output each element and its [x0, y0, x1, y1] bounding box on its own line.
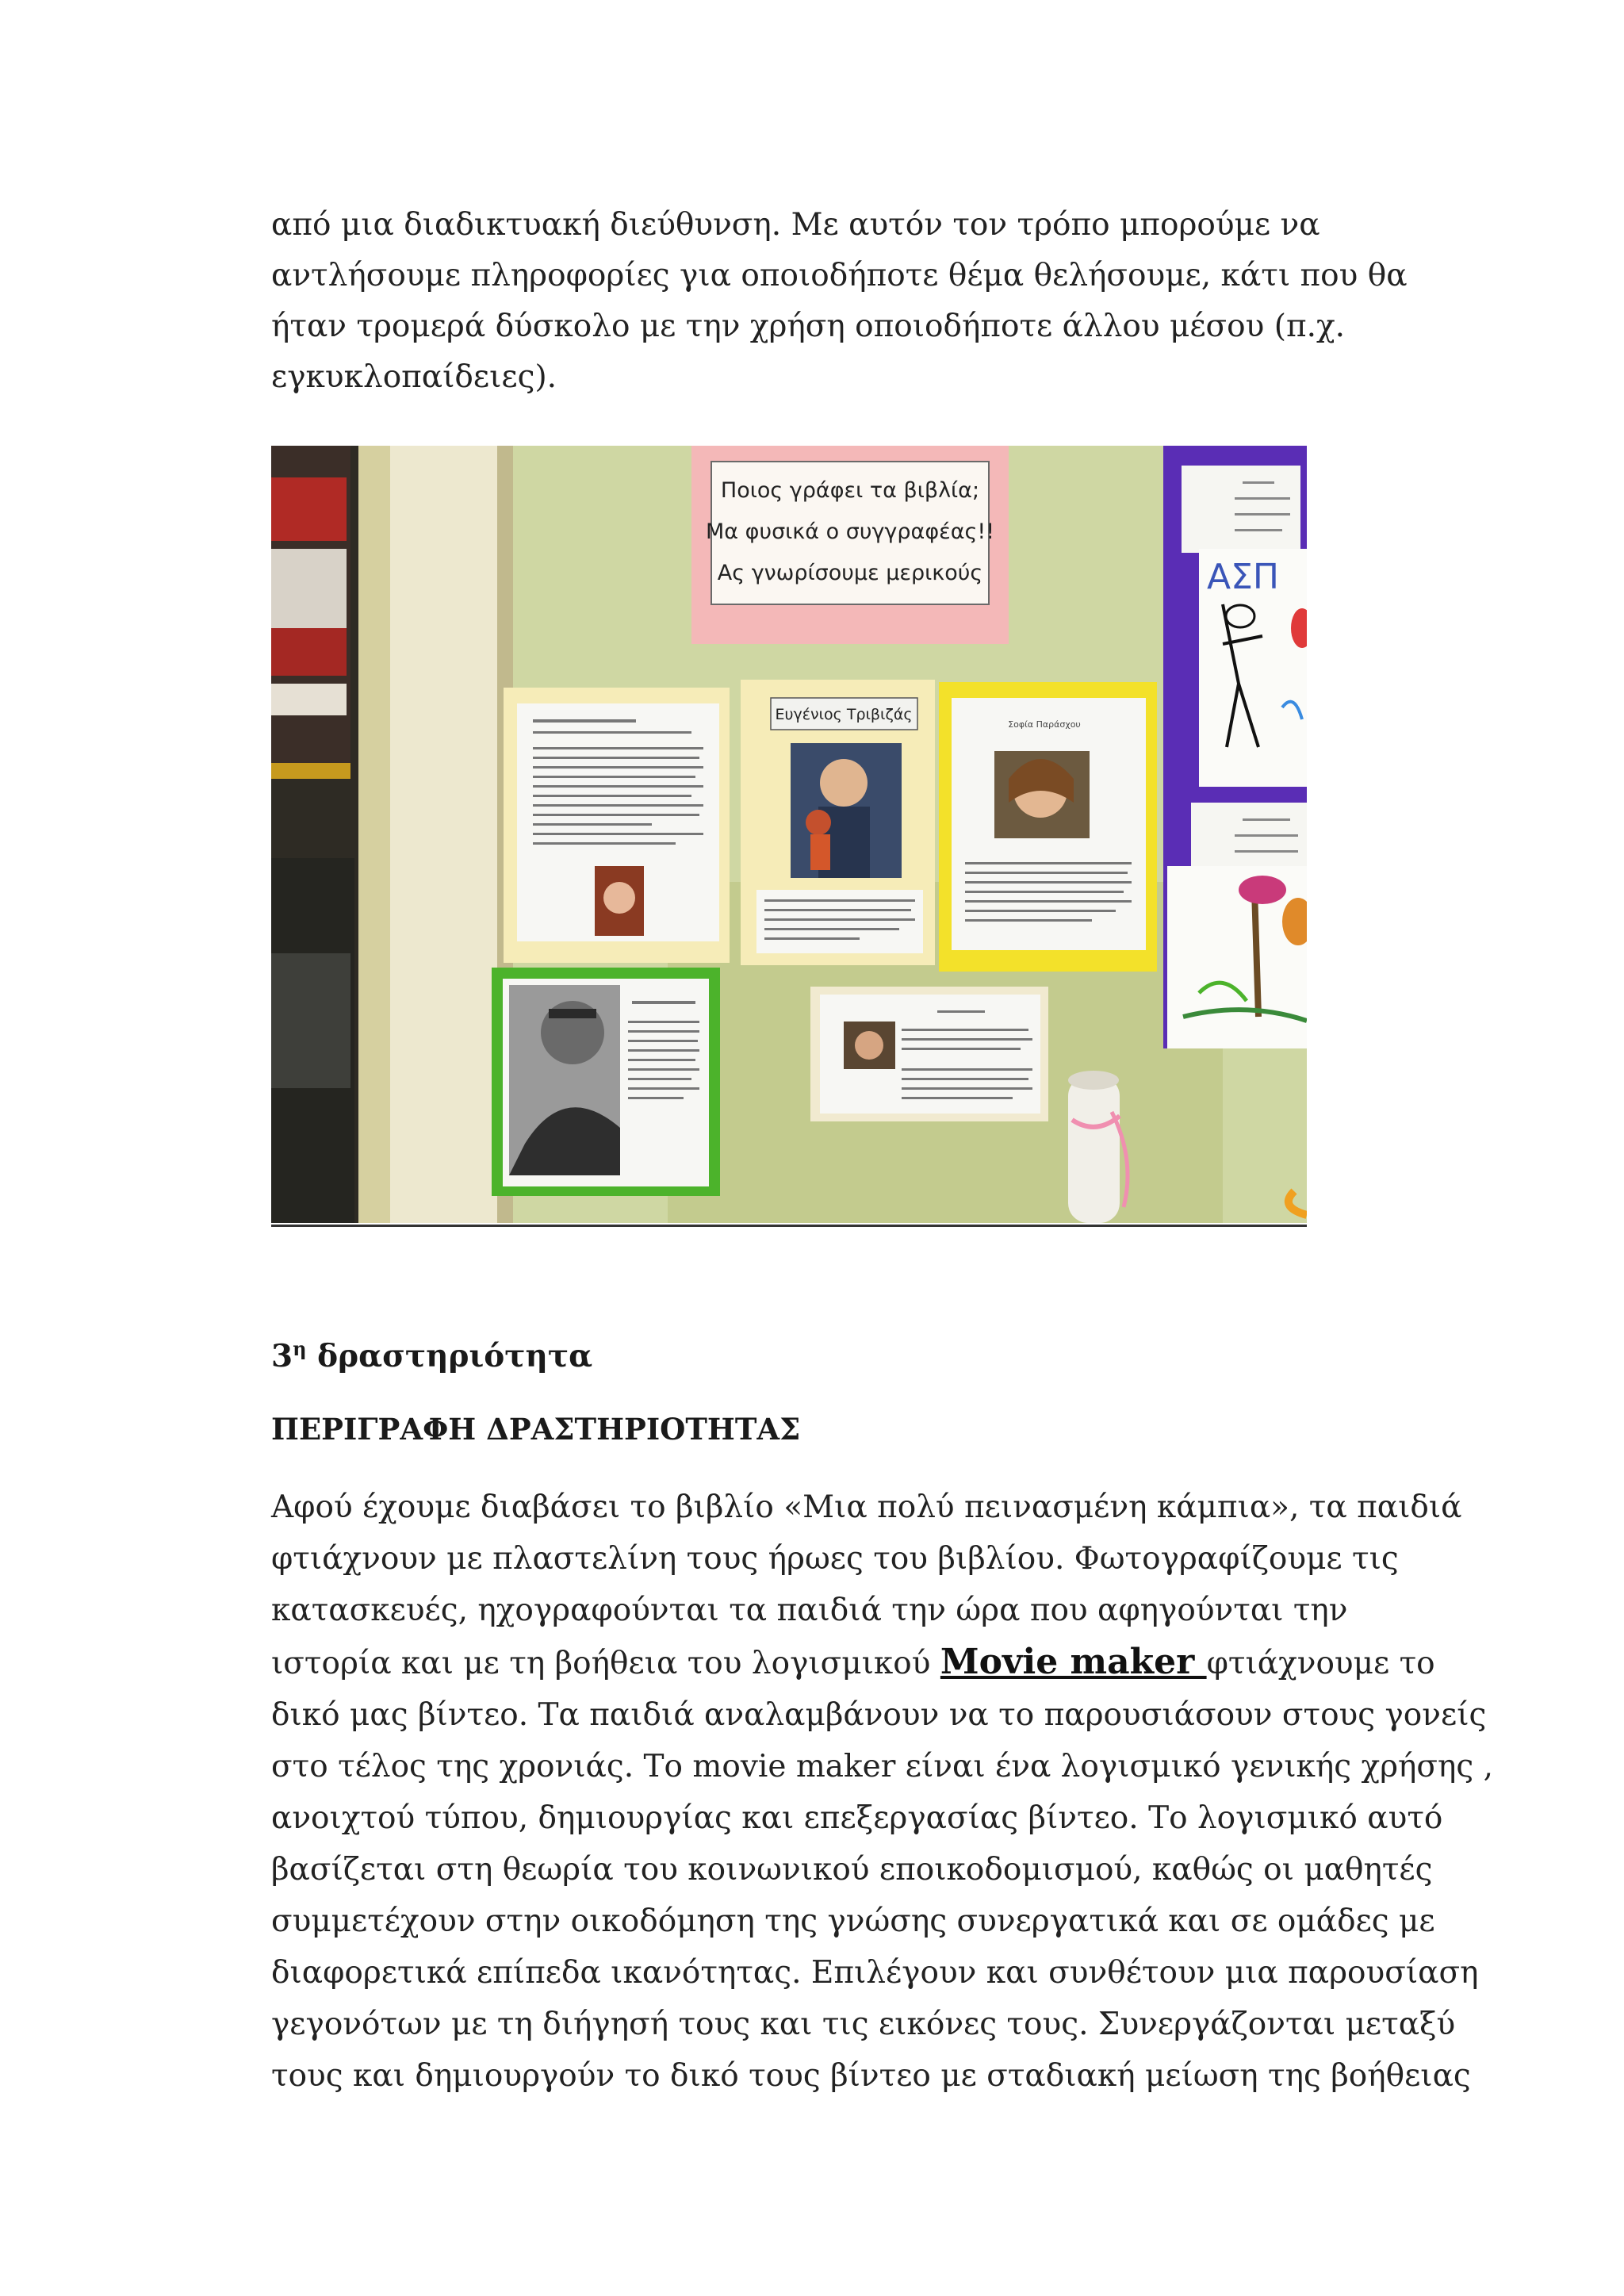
body-text: φτιάχνουμε το [1206, 1646, 1435, 1681]
activity-superscript: η [293, 1337, 307, 1360]
body-line: στο τέλος της χρονιάς. Το movie maker είναι ένα λογισμικό γενικής χρήσης , [271, 1749, 1494, 1784]
description-heading: ΠΕΡΙΓΡΑΦΗ ΔΡΑΣΤΗΡΙΟΤΗΤΑΣ [271, 1412, 801, 1447]
body-line: φτιάχνουν με πλαστελίνη τους ήρωες του βιβλίου. Φωτογραφίζουμε τις [271, 1541, 1399, 1577]
body-line: τους και δημιουργούν το δικό τους βίντεο με σταδιακή μείωση της βοήθειας [271, 2058, 1471, 2094]
intro-paragraph [271, 200, 1461, 403]
body-line: γεγονότων με τη διήγησή τους και τις εικόνες τους. Συνεργάζονται μεταξύ [271, 2007, 1456, 2042]
activity-word: δραστηριότητα [317, 1338, 593, 1374]
card-name-triviza: Ευγένιος Τριβιζάς [775, 706, 913, 723]
body-line: συμμετέχουν στην οικοδόμηση της γνώσης συνεργατικά και σε ομάδες με [271, 1903, 1435, 1939]
card-name-sofia: Σοφία Παράσχου [1008, 719, 1081, 730]
body-line: διαφορετικά επίπεδα ικανότητας. Επιλέγουν και συνθέτουν μια παρουσίαση [271, 1955, 1479, 1991]
body-line: βασίζεται στη θεωρία του κοινωνικού εποικοδομισμού, καθώς οι μαθητές [271, 1852, 1433, 1888]
sign-line: Μα φυσικά ο συγγραφέας!! [705, 519, 995, 544]
activity-heading [271, 1337, 592, 1374]
description-paragraph [271, 1481, 1508, 2102]
drawing-letters: ΑΣΠ [1207, 557, 1279, 597]
body-line: κατασκευές, ηχογραφούνται τα παιδιά την ώρα που αφηγούνται την [271, 1593, 1348, 1628]
sign-line: Ας γνωρίσουμε μερικούς [717, 561, 983, 585]
photo-bottom-rule [271, 1225, 1307, 1227]
photo-frame [271, 446, 1307, 1223]
activity-number: 3 [271, 1338, 293, 1374]
body-line: ανοιχτού τύπου, δημιουργίας και επεξεργασίας βίντεο. Το λογισμικό αυτό [271, 1800, 1443, 1836]
intro-line: εγκυκλοπαίδειες). [271, 359, 557, 395]
bulletin-board-photo [271, 446, 1307, 1226]
intro-line: ήταν τρομερά δύσκολο με την χρήση οποιοδήποτε άλλου μέσου (π.χ. [271, 309, 1346, 344]
body-line-with-link [271, 1636, 1508, 1689]
body-line: Αφού έχουμε διαβάσει το βιβλίο «Μια πολύ πεινασμένη κάμπια», τα παιδιά [271, 1489, 1462, 1525]
body-line: δικό μας βίντεο. Τα παιδιά αναλαμβάνουν να το παρουσιάσουν στους γονείς [271, 1697, 1487, 1733]
movie-maker-link[interactable]: Movie maker [940, 1642, 1207, 1682]
photo-illustration [271, 446, 1307, 1223]
sign-line: Ποιος γράφει τα βιβλία; [720, 478, 980, 503]
intro-line: από μια διαδικτυακή διεύθυνση. Με αυτόν τον τρόπο μπορούμε να [271, 207, 1320, 243]
body-text: ιστορία και με τη βοήθεια του λογισμικού [271, 1646, 940, 1681]
intro-line: αντλήσουμε πληροφορίες για οποιοδήποτε θέμα θελήσουμε, κάτι που θα [271, 258, 1408, 293]
